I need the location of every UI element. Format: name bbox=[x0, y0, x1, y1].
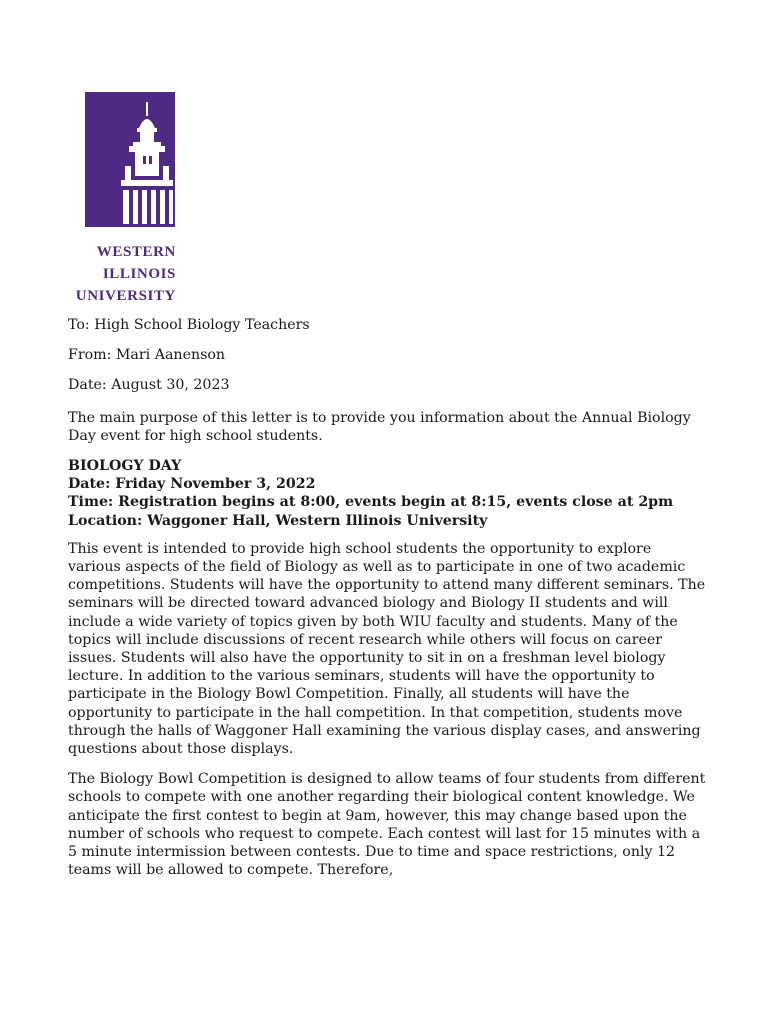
event-details bbox=[68, 457, 708, 530]
event-date: Date: Friday November 3, 2022 bbox=[68, 476, 316, 493]
event-location: Location: Waggoner Hall, Western Illinois University bbox=[68, 512, 488, 529]
body-paragraph-1: This event is intended to provide high school students the opportunity to explore various aspects of the field of Biology as well as to participate in one of two academic competitions. Students will have the opportunity to attend many different seminars. The seminars will be directed toward advanced biology and Biology II students and will include a wide variety of topics given by both WIU faculty and students. Many of the topics will include discussions of recent research while others will focus on career issues. Students will also have the opportunity to sit in on a freshman level biology lecture. In addition to the various seminars, students will have the opportunity to participate in the Biology Bowl Competition. Finally, all students will have the opportunity to participate in the hall competition. In that competition, students move through the halls of Waggoner Hall examining the various display cases, and answering questions about those displays. bbox=[68, 540, 706, 758]
event-time: Time: Registration begins at 8:00, events begin at 8:15, events close at 2pm bbox=[68, 494, 674, 511]
memo-to: To: High School Biology Teachers bbox=[68, 317, 310, 333]
university-wordmark bbox=[66, 241, 176, 307]
letter-body bbox=[68, 316, 708, 891]
memo-date: Date: August 30, 2023 bbox=[68, 377, 230, 394]
wordmark-line-3: UNIVERSITY bbox=[75, 288, 176, 304]
event-title: BIOLOGY DAY bbox=[68, 458, 182, 475]
wordmark-line-1: WESTERN bbox=[96, 244, 176, 260]
intro-paragraph: The main purpose of this letter is to provide you information about the Annual Biology Day event for high school students. bbox=[68, 409, 691, 444]
body-paragraph-2: The Biology Bowl Competition is designed to allow teams of four students from different schools to compete with one another regarding their biological content knowledge. We anticipate the first contest to begin at 9am, however, this may change based upon the number of schools who request to compete. Each contest will last for 15 minutes with a 5 minute intermission between contests. Due to time and space restrictions, only 12 teams will be allowed to compete. Therefore, bbox=[68, 771, 706, 879]
memo-from: From: Mari Aanenson bbox=[68, 347, 226, 364]
wordmark-line-2: ILLINOIS bbox=[102, 266, 176, 282]
tower-emblem-icon bbox=[85, 92, 175, 227]
